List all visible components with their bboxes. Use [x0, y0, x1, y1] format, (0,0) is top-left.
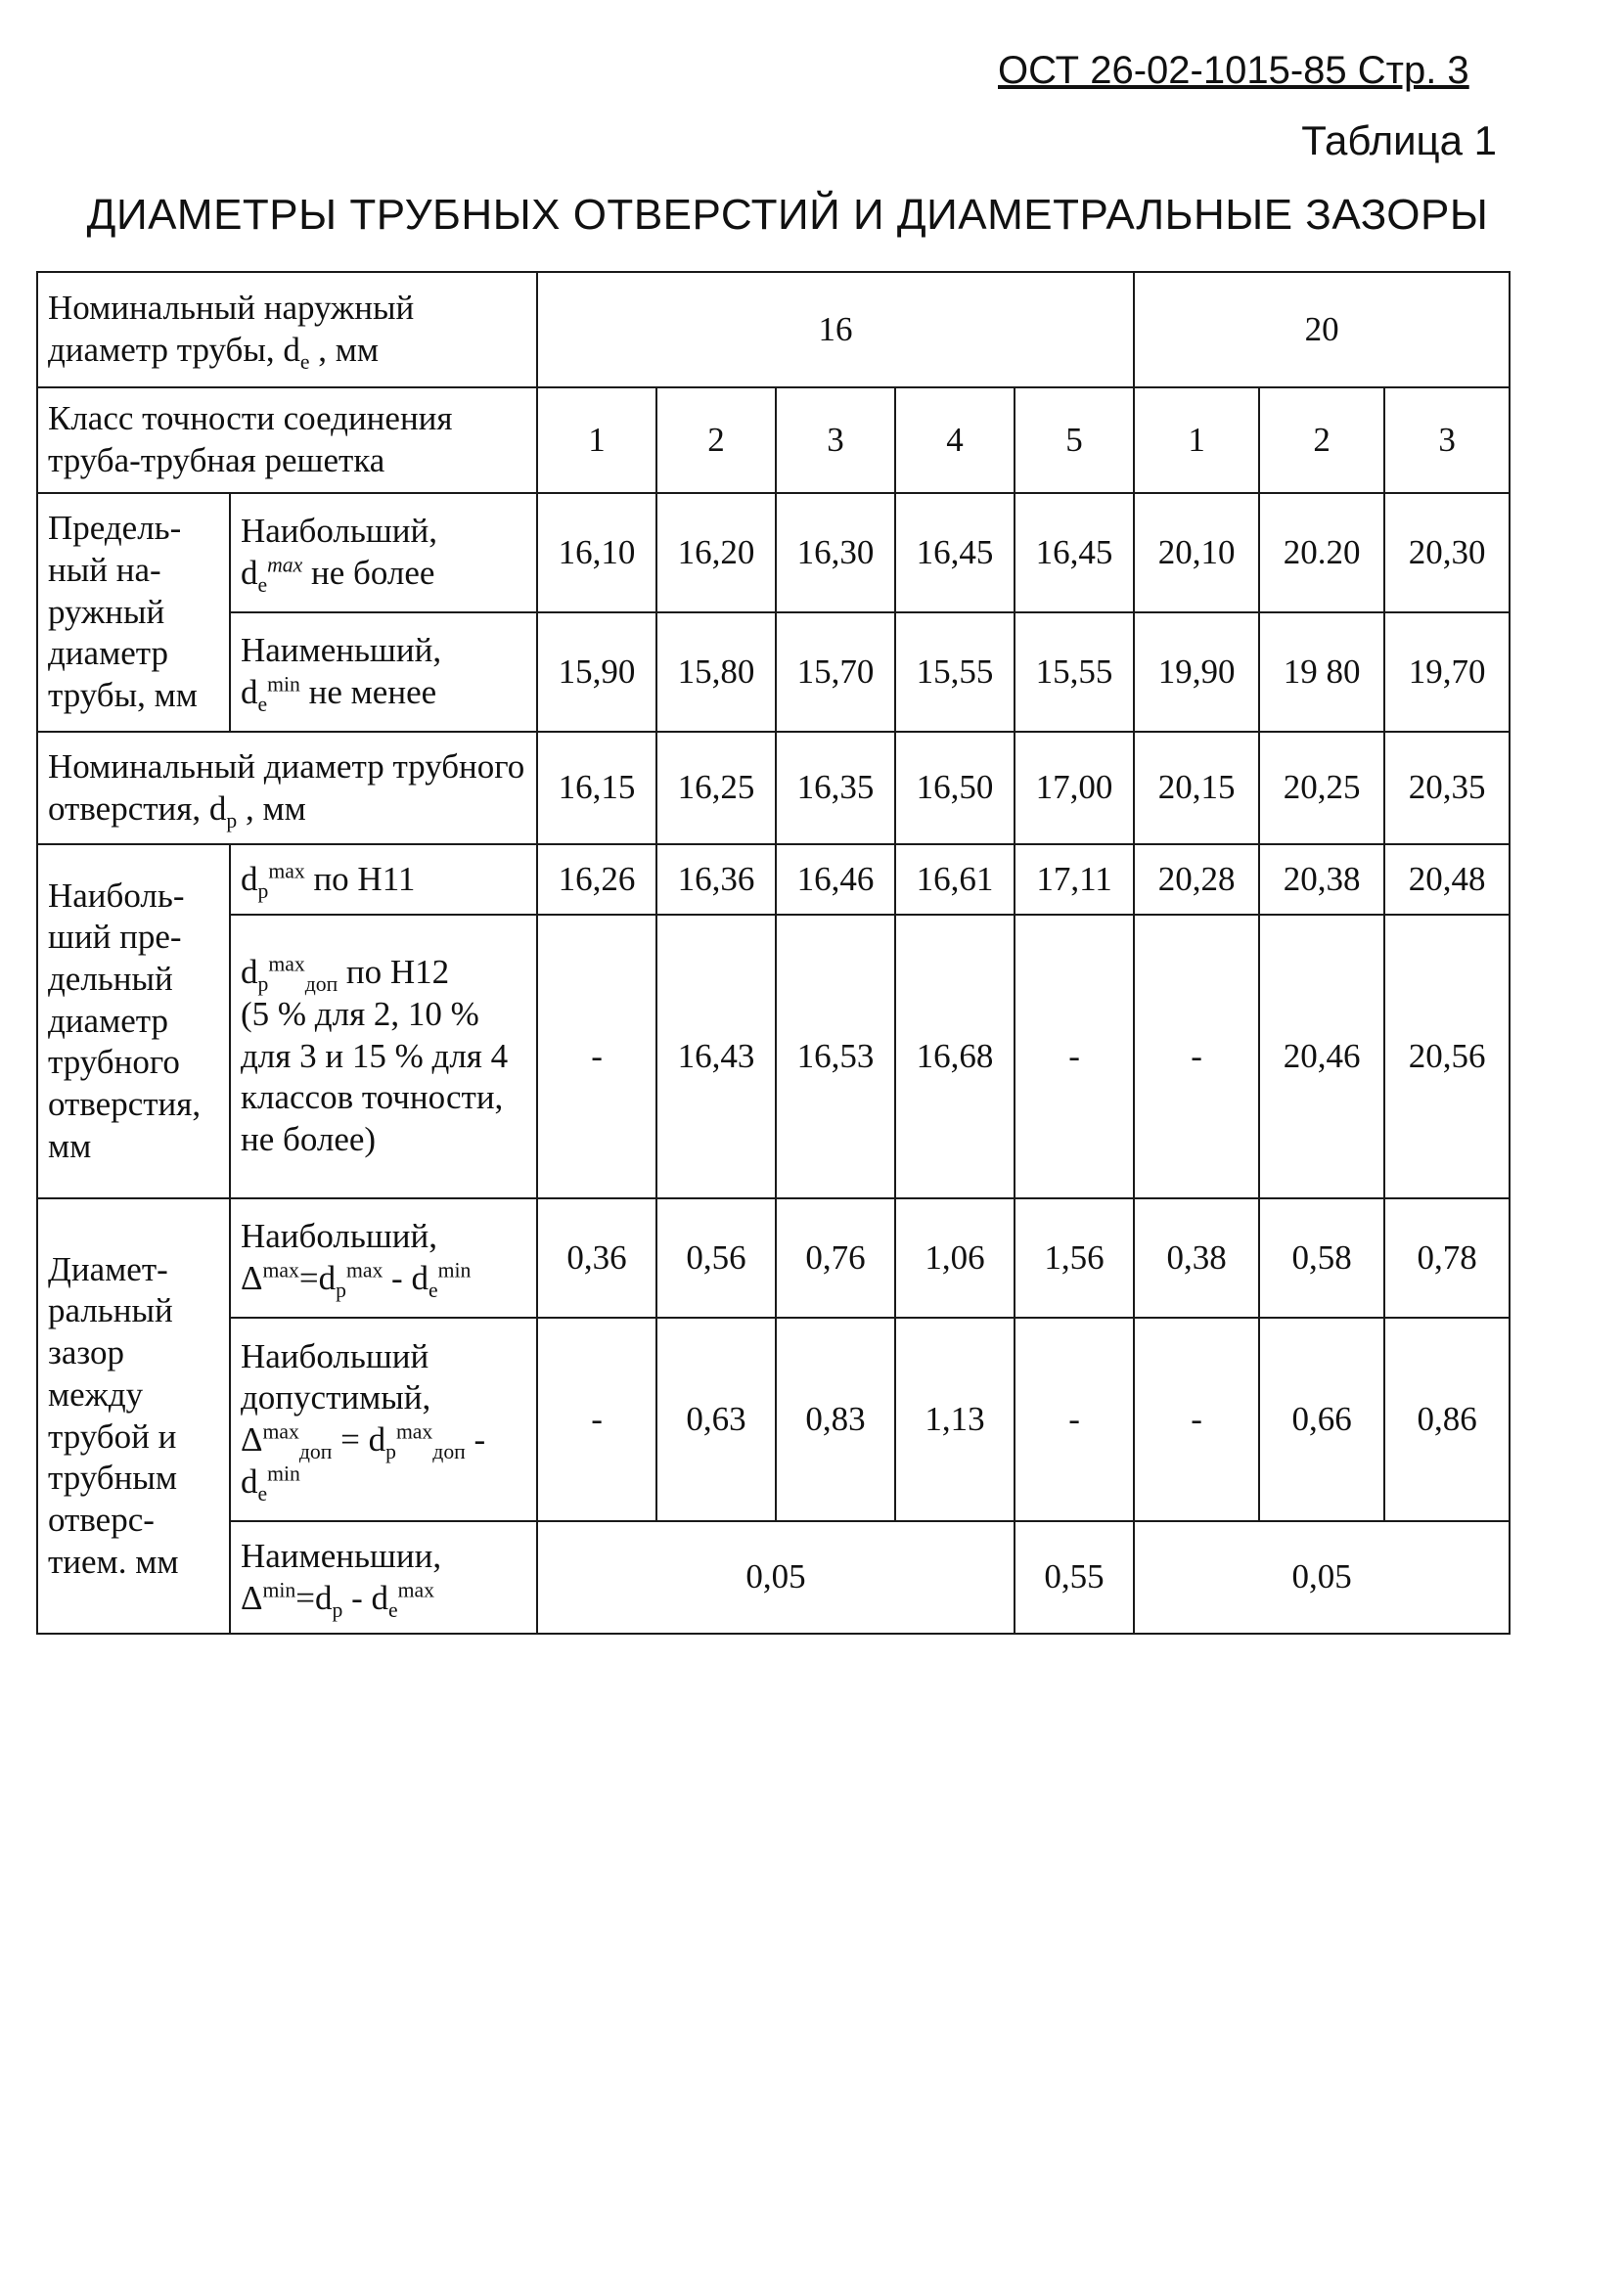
row-limit-max — [37, 493, 1510, 612]
value-cell: 16,45 — [1015, 493, 1134, 612]
clearance-min-20: 0,05 — [1134, 1521, 1510, 1634]
value-cell: 16,30 — [776, 493, 895, 612]
clearance-max-label: Наибольший, $\Delta^{max}=d_p^{max} - d_e^{min}$ — [230, 1198, 537, 1318]
value-cell: 15,55 — [895, 612, 1015, 732]
row-clearance-max — [37, 1198, 1510, 1318]
value-cell: 15,70 — [776, 612, 895, 732]
class-cell: 2 — [1259, 387, 1384, 493]
value-cell: - — [1015, 1318, 1134, 1521]
limit-max-label: Наибольший, $d_e^{max}$ не более — [230, 493, 537, 612]
value-cell: 0,63 — [656, 1318, 776, 1521]
value-cell: 20,35 — [1384, 732, 1510, 844]
table-title: ДИАМЕТРЫ ТРУБНЫХ ОТВЕРСТИЙ И ДИАМЕТРАЛЬНЫЕ ЗАЗОРЫ — [86, 191, 1489, 239]
row-hole-h11 — [37, 844, 1510, 915]
clearance-label: Диамет-ральный зазор между трубой и трубным отверс-тием. мм — [37, 1198, 230, 1634]
value-cell: 0,76 — [776, 1198, 895, 1318]
clearance-max-formula: $\Delta^{max}=d_p^{max} - d_e^{min}$ — [241, 1258, 472, 1302]
value-cell: 0,58 — [1259, 1198, 1384, 1318]
value-cell: 20,10 — [1134, 493, 1259, 612]
value-cell: 0,83 — [776, 1318, 895, 1521]
value-cell: 1,56 — [1015, 1198, 1134, 1318]
nominal-diameter-label: Номинальный наружный диаметр трубы, $d_e$ , мм — [37, 272, 537, 387]
nominal-diameter-20: 20 — [1134, 272, 1510, 387]
value-cell: 0,56 — [656, 1198, 776, 1318]
hole-h11-label: $d_p^{max}$ по Н11 — [230, 844, 537, 915]
row-clearance-min — [37, 1521, 1510, 1634]
value-cell: 20,28 — [1134, 844, 1259, 915]
class-cell: 4 — [895, 387, 1015, 493]
class-cell: 3 — [1384, 387, 1510, 493]
row-accuracy-class — [37, 387, 1510, 493]
value-cell: - — [537, 915, 656, 1198]
value-cell: 16,53 — [776, 915, 895, 1198]
clearance-max-allowed-label: Наибольший допустимый, $\Delta^{max}_{доп} = d_p^{max}_{доп} - d_e^{min}$ — [230, 1318, 537, 1521]
table-number: Таблица 1 — [1301, 117, 1497, 163]
value-cell: 16,68 — [895, 915, 1015, 1198]
value-cell: - — [1015, 915, 1134, 1198]
value-cell: 16,25 — [656, 732, 776, 844]
row-nominal-diameter — [37, 272, 1510, 387]
value-cell: 0,78 — [1384, 1198, 1510, 1318]
value-cell: 16,15 — [537, 732, 656, 844]
value-cell: 0,66 — [1259, 1318, 1384, 1521]
value-cell: 20,30 — [1384, 493, 1510, 612]
class-cell: 2 — [656, 387, 776, 493]
value-cell: - — [537, 1318, 656, 1521]
nominal-diameter-16: 16 — [537, 272, 1134, 387]
value-cell: 16,35 — [776, 732, 895, 844]
class-cell: 3 — [776, 387, 895, 493]
hole-max-label: Наиболь-ший пре-дельный диаметр трубного отверстия, мм — [37, 844, 230, 1198]
value-cell: 19,70 — [1384, 612, 1510, 732]
value-cell: 16,45 — [895, 493, 1015, 612]
accuracy-class-label: Класс точности соединения труба-трубная решетка — [37, 387, 537, 493]
limit-diameter-label: Предель-ный на-ружный диаметр трубы, мм — [37, 493, 230, 732]
value-cell: 20,48 — [1384, 844, 1510, 915]
value-cell: 16,61 — [895, 844, 1015, 915]
row-hole-h12 — [37, 915, 1510, 1198]
value-cell: - — [1134, 915, 1259, 1198]
value-cell: 19 80 — [1259, 612, 1384, 732]
value-cell: 15,90 — [537, 612, 656, 732]
value-cell: 16,36 — [656, 844, 776, 915]
clearance-min-label: Наименьшии, $\Delta^{min}=d_p - d_e^{max}$ — [230, 1521, 537, 1634]
value-cell: 20,15 — [1134, 732, 1259, 844]
value-cell: - — [1134, 1318, 1259, 1521]
row-limit-min — [37, 612, 1510, 732]
value-cell: 20,46 — [1259, 915, 1384, 1198]
class-cell: 5 — [1015, 387, 1134, 493]
value-cell: 1,06 — [895, 1198, 1015, 1318]
value-cell: 19,90 — [1134, 612, 1259, 732]
diameters-table — [36, 271, 1511, 1635]
value-cell: 20,38 — [1259, 844, 1384, 915]
value-cell: 17,11 — [1015, 844, 1134, 915]
row-hole-nominal — [37, 732, 1510, 844]
value-cell: 16,46 — [776, 844, 895, 915]
value-cell: 20,56 — [1384, 915, 1510, 1198]
value-cell: 15,80 — [656, 612, 776, 732]
value-cell: 20,25 — [1259, 732, 1384, 844]
value-cell: 16,26 — [537, 844, 656, 915]
value-cell: 1,13 — [895, 1318, 1015, 1521]
class-cell: 1 — [537, 387, 656, 493]
hole-h12-label: $d_p^{max}_{доп}$ по Н12 (5 % для 2, 10 % для 3 и 15 % для 4 классов точности, не более) — [230, 915, 537, 1198]
value-cell: 0,86 — [1384, 1318, 1510, 1521]
value-cell: 0,36 — [537, 1198, 656, 1318]
value-cell: 20.20 — [1259, 493, 1384, 612]
clearance-min-formula: $\Delta^{min}=d_p - d_e^{max}$ — [241, 1577, 434, 1622]
value-cell: 16,10 — [537, 493, 656, 612]
value-cell: 0,38 — [1134, 1198, 1259, 1318]
clearance-min-16: 0,05 — [537, 1521, 1015, 1634]
value-cell: 17,00 — [1015, 732, 1134, 844]
clearance-min-class5: 0,55 — [1015, 1521, 1134, 1634]
value-cell: 16,50 — [895, 732, 1015, 844]
hole-nominal-label: Номинальный диаметр трубного отверстия, $d_p$ , мм — [37, 732, 537, 844]
limit-min-label: Наименьший, $d_e^{min}$ не менее — [230, 612, 537, 732]
class-cell: 1 — [1134, 387, 1259, 493]
value-cell: 15,55 — [1015, 612, 1134, 732]
row-clearance-max-allowed — [37, 1318, 1510, 1521]
document-reference: ОСТ 26-02-1015-85 Стр. 3 — [998, 49, 1469, 92]
value-cell: 16,20 — [656, 493, 776, 612]
clearance-max-allowed-formula: $\Delta^{max}_{доп} = d_p^{max}_{доп} - d_e^{min}$ — [241, 1419, 486, 1506]
value-cell: 16,43 — [656, 915, 776, 1198]
